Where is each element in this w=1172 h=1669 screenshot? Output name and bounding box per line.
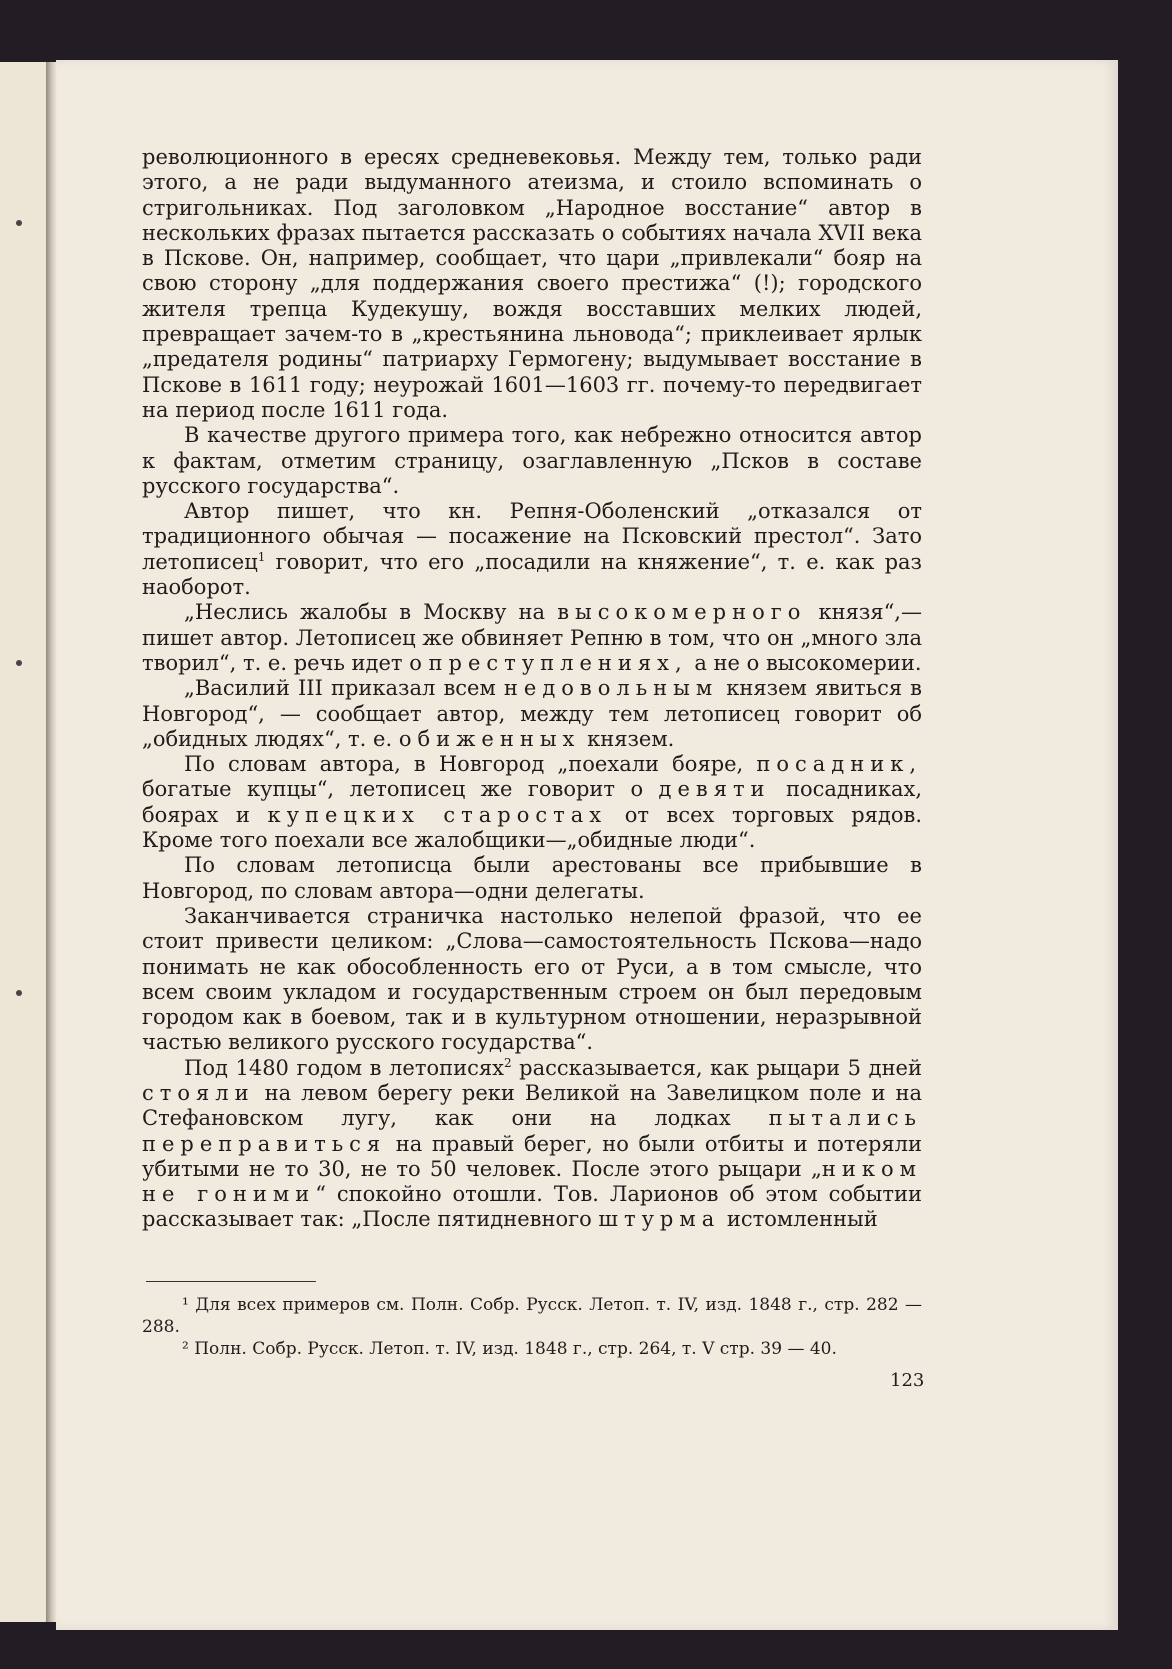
footnote-ref: 2	[503, 1055, 512, 1070]
page-number: 123	[890, 1370, 925, 1391]
paragraph	[142, 676, 922, 752]
footnote-ref: 1	[257, 549, 266, 564]
spaced-emphasis: недовольным	[503, 676, 719, 701]
text-run: богатые купцы“, летописец же говорит о	[142, 777, 659, 802]
text-run: Автор пишет, что кн. Репня-Оболенский „отказался от традиционного обычая — посажение на Псковский престол“. Зато летописец	[142, 499, 922, 574]
text-run: Заканчивается страничка настолько нелепой фразой, что ее стоит привести целиком: „Слова—самостоятельность Пскова—надо понимать не как обособленность его от Руси, а в том смысле, что всем своим укладом и государственным строем он был передовым городом как в боевом, так и в культурном отношении, неразрывной частью великого русского государства“.	[142, 903, 922, 1055]
paragraph	[142, 904, 922, 1056]
paragraph	[142, 752, 922, 853]
text-run: а не о высокомерии.	[687, 650, 922, 675]
spaced-emphasis: преступлениях,	[428, 650, 688, 675]
paragraph	[142, 1056, 922, 1233]
spaced-emphasis: стояли	[142, 1080, 255, 1105]
binding-stitch-mark	[16, 220, 22, 226]
text-run: революционного в ересях средневековья. Между тем, только ради этого, а не ради выдуманного атеизма, и стоило вспоминать о стригольниках. Под заголовком „Народное восстание“ автор в нескольких фразах пытается рассказать о событиях начала XVII века в Пскове. Он, например, сообщает, что цари „привлекали“ бояр на свою сторону „для поддержания своего престижа“ (!); городского жителя трепца Кудекушу, вождя восставших мелких людей, превращает зачем-то в „крестьянина льновода“; приклеивает ярлык „предателя родины“ патриарху Гермогену; выдумывает восстание в Пскове в 1611 году; неурожай 1601—1603 гг. почему-то передвигает на период после 1611 года.	[142, 145, 922, 422]
text-run: „Неслись жалобы в Москву на	[184, 600, 558, 625]
text-run: князем явиться в Новгород“, — сообщает автор, между тем летописец говорит об „обидных людях“, т. е.	[142, 676, 922, 751]
spaced-emphasis: ником не гоними	[142, 1156, 922, 1207]
spaced-emphasis: купецких старостах	[267, 802, 608, 827]
spaced-emphasis: пытались переправиться	[142, 1106, 922, 1156]
paragraph	[142, 145, 922, 423]
footnote-1: ¹ Для всех примеров см. Полн. Собр. Русск. Летоп. т. IV, изд. 1848 г., стр. 282 — 288.	[142, 1295, 922, 1337]
paragraph	[142, 499, 922, 600]
text-run: от всех торговых рядов. Кроме того поехали все жалобщики—„обидные люди“.	[142, 802, 923, 853]
paragraph	[142, 423, 922, 499]
footnote-separator	[146, 1281, 316, 1282]
spaced-emphasis: высокомерного	[557, 600, 807, 625]
spaced-emphasis: посадник,	[756, 752, 922, 777]
text-run: истомленный	[720, 1207, 878, 1232]
text-run: В качестве другого примера того, как небрежно относится автор к фактам, отметим страницу, озаглавленную „Псков в составе русского государства“.	[142, 423, 922, 498]
text-run: на левом берегу реки Великой на Завелицком поле и на Стефановском лугу, как они на лодках	[142, 1080, 922, 1131]
text-run: “ спокойно отошли. Тов. Ларионов об этом событии рассказывает так: „После пятидневного	[142, 1182, 922, 1232]
main-text	[142, 145, 922, 1233]
text-run: Под 1480 годом в летописях	[184, 1055, 504, 1080]
footnote-2: ² Полн. Собр. Русск. Летоп. т. IV, изд. 1848 г., стр. 264, т. V стр. 39 — 40.	[182, 1339, 837, 1359]
text-run: князем.	[580, 726, 675, 751]
book-binding	[46, 62, 56, 1622]
binding-stitch-mark	[16, 660, 22, 666]
paragraph	[142, 600, 922, 676]
text-run: на правый берег, но были отбиты и потеряли убитыми не то 30, не то 50 человек. После этого рыцари „	[142, 1131, 922, 1181]
text-run: посадниках, боярах и	[142, 777, 922, 827]
spaced-emphasis: штурма	[598, 1207, 721, 1232]
footnotes	[142, 1294, 922, 1360]
spaced-emphasis: девяти	[658, 777, 771, 802]
text-run: говорит, что его „посадили на княжение“, т. е. как раз наоборот.	[142, 549, 922, 600]
text-run: „Василий III приказал всем	[184, 676, 504, 701]
text-run: По словам автора, в Новгород „поехали бояре,	[184, 752, 757, 777]
binding-stitch-mark	[16, 990, 22, 996]
left-page-edge	[0, 62, 52, 1622]
paragraph	[142, 853, 922, 904]
text-run: князя“,— пишет автор. Летописец же обвиняет Репню в том, что он „много зла творил“, т. е. речь идет о	[142, 600, 922, 675]
spaced-emphasis: обиженных	[398, 726, 581, 751]
text-run: рассказывается, как рыцари 5 дней	[511, 1055, 922, 1080]
text-run: По словам летописца были арестованы все прибывшие в Новгород, по словам автора—одни делегаты.	[142, 853, 922, 903]
